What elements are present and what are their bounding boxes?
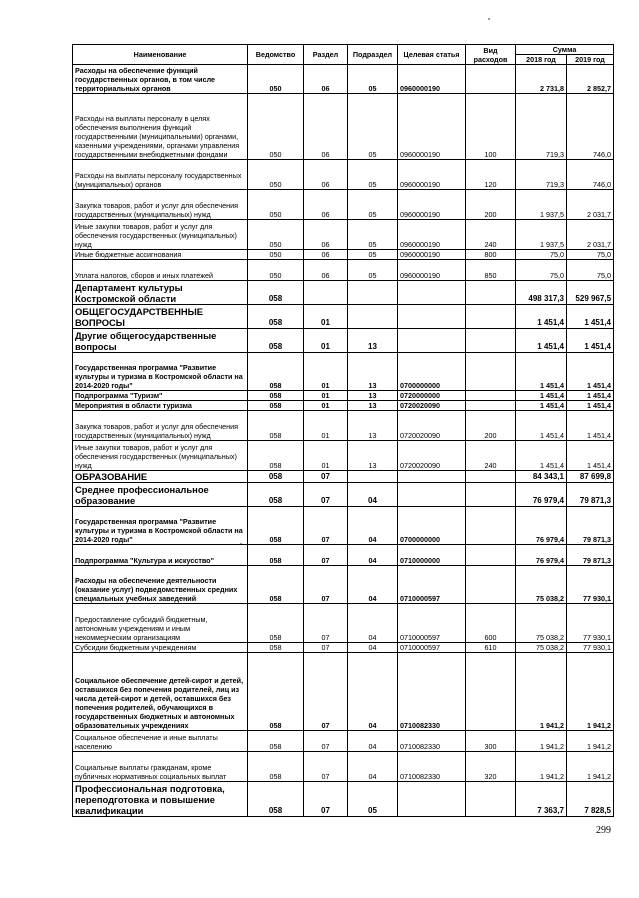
cell-expense: 600 <box>466 604 516 643</box>
cell-expense: 240 <box>466 220 516 250</box>
cell-name: Расходы на обеспечение деятельности (оказание услуг) подведомственных средних специальных учебных заведений <box>73 566 248 604</box>
cell-dept: 058 <box>248 353 304 391</box>
cell-target: 0710000597 <box>398 604 466 643</box>
table-body <box>73 65 614 817</box>
table-row <box>73 250 614 260</box>
cell-2018: 1 937,5 <box>516 190 567 220</box>
cell-section: 07 <box>304 566 348 604</box>
cell-subsection: 04 <box>348 566 398 604</box>
cell-subsection <box>348 471 398 483</box>
cell-2018: 1 451,4 <box>516 401 567 411</box>
cell-subsection: 13 <box>348 401 398 411</box>
table-row <box>73 507 614 545</box>
table-row <box>73 441 614 471</box>
cell-expense <box>466 545 516 566</box>
cell-section: 01 <box>304 353 348 391</box>
cell-target: 0700000000 <box>398 353 466 391</box>
cell-2018: 7 363,7 <box>516 782 567 817</box>
cell-section: 01 <box>304 441 348 471</box>
cell-section: 01 <box>304 305 348 329</box>
page-number: 299 <box>596 825 611 836</box>
cell-section: 06 <box>304 65 348 94</box>
cell-subsection: 04 <box>348 545 398 566</box>
cell-2019: 75,0 <box>567 260 614 281</box>
cell-dept: 058 <box>248 545 304 566</box>
header-target: Целевая статья <box>398 45 466 65</box>
cell-expense <box>466 391 516 401</box>
cell-dept: 050 <box>248 190 304 220</box>
header-name: Наименование <box>73 45 248 65</box>
cell-subsection: 04 <box>348 752 398 782</box>
cell-section: 06 <box>304 190 348 220</box>
cell-expense <box>466 353 516 391</box>
cell-section: 07 <box>304 507 348 545</box>
cell-subsection: 05 <box>348 250 398 260</box>
cell-2018: 1 451,4 <box>516 305 567 329</box>
cell-name: Другие общегосударственные вопросы <box>73 329 248 353</box>
cell-2018: 1 941,2 <box>516 653 567 731</box>
cell-subsection <box>348 281 398 305</box>
cell-dept: 058 <box>248 604 304 643</box>
cell-target: 0960000190 <box>398 94 466 160</box>
cell-2018: 719,3 <box>516 160 567 190</box>
cell-dept: 058 <box>248 391 304 401</box>
table-row <box>73 401 614 411</box>
cell-expense: 300 <box>466 731 516 752</box>
cell-name: Расходы на выплаты персоналу в целях обеспечения выполнения функций государственными (муниципальными) органами, казенными учреждениями, органами управления государственными внебюджетными фондами <box>73 94 248 160</box>
cell-2019: 1 451,4 <box>567 391 614 401</box>
cell-2019: 1 451,4 <box>567 441 614 471</box>
cell-dept: 050 <box>248 260 304 281</box>
cell-expense <box>466 281 516 305</box>
header-expense: Вид расходов <box>466 45 516 65</box>
cell-target <box>398 305 466 329</box>
cell-2018: 1 941,2 <box>516 752 567 782</box>
cell-target: 0710000597 <box>398 566 466 604</box>
cell-dept: 058 <box>248 411 304 441</box>
cell-dept: 050 <box>248 220 304 250</box>
cell-target: 0960000190 <box>398 65 466 94</box>
table-row <box>73 752 614 782</box>
cell-expense <box>466 507 516 545</box>
table-row <box>73 281 614 305</box>
cell-section: 07 <box>304 731 348 752</box>
table-row <box>73 566 614 604</box>
table-row <box>73 483 614 507</box>
table-row <box>73 471 614 483</box>
cell-dept: 058 <box>248 752 304 782</box>
cell-section: 06 <box>304 250 348 260</box>
cell-expense <box>466 653 516 731</box>
cell-target <box>398 471 466 483</box>
cell-target: 0700000000 <box>398 507 466 545</box>
cell-expense <box>466 305 516 329</box>
cell-dept: 050 <box>248 160 304 190</box>
cell-dept: 058 <box>248 329 304 353</box>
table-row <box>73 411 614 441</box>
cell-target <box>398 483 466 507</box>
header-dept: Ведомство <box>248 45 304 65</box>
cell-target: 0720020090 <box>398 411 466 441</box>
header-sum: Сумма <box>516 45 614 55</box>
cell-target: 0960000190 <box>398 250 466 260</box>
scan-speck <box>488 18 490 20</box>
cell-name: Социальные выплаты гражданам, кроме публичных нормативных социальных выплат <box>73 752 248 782</box>
cell-2019: 746,0 <box>567 94 614 160</box>
cell-subsection: 04 <box>348 653 398 731</box>
cell-section: 07 <box>304 483 348 507</box>
cell-section: 06 <box>304 160 348 190</box>
cell-name: Среднее профессиональное образование <box>73 483 248 507</box>
cell-target: 0710082330 <box>398 731 466 752</box>
cell-2019: 77 930,1 <box>567 643 614 653</box>
header-section: Раздел <box>304 45 348 65</box>
table-row <box>73 653 614 731</box>
cell-2018: 76 979,4 <box>516 507 567 545</box>
cell-subsection: 05 <box>348 94 398 160</box>
cell-2019: 75,0 <box>567 250 614 260</box>
cell-section: 07 <box>304 604 348 643</box>
cell-subsection: 04 <box>348 483 398 507</box>
cell-target <box>398 782 466 817</box>
cell-name: ОБРАЗОВАНИЕ <box>73 471 248 483</box>
cell-subsection: 05 <box>348 190 398 220</box>
cell-2018: 1 451,4 <box>516 441 567 471</box>
cell-section: 01 <box>304 391 348 401</box>
cell-expense <box>466 483 516 507</box>
cell-target <box>398 281 466 305</box>
cell-2018: 75 038,2 <box>516 604 567 643</box>
cell-name: Расходы на обеспечение функций государственных органов, в том числе территориальных органов <box>73 65 248 94</box>
cell-2018: 76 979,4 <box>516 483 567 507</box>
table-row <box>73 65 614 94</box>
cell-subsection: 13 <box>348 391 398 401</box>
cell-subsection: 05 <box>348 65 398 94</box>
cell-2018: 75,0 <box>516 260 567 281</box>
cell-expense: 100 <box>466 94 516 160</box>
cell-target: 0710000597 <box>398 643 466 653</box>
cell-2019: 79 871,3 <box>567 483 614 507</box>
cell-2018: 76 979,4 <box>516 545 567 566</box>
cell-target: 0720020090 <box>398 441 466 471</box>
cell-subsection: 05 <box>348 260 398 281</box>
cell-name: Профессиональная подготовка, переподготовка и повышение квалификации <box>73 782 248 817</box>
cell-expense <box>466 566 516 604</box>
cell-2018: 2 731,8 <box>516 65 567 94</box>
cell-2018: 75 038,2 <box>516 566 567 604</box>
cell-target: 0720000000 <box>398 391 466 401</box>
cell-2018: 1 451,4 <box>516 391 567 401</box>
cell-2019: 87 699,8 <box>567 471 614 483</box>
cell-2019: 2 031,7 <box>567 190 614 220</box>
cell-dept: 058 <box>248 281 304 305</box>
header-2019: 2019 год <box>567 55 614 65</box>
cell-2018: 84 343,1 <box>516 471 567 483</box>
table-row <box>73 782 614 817</box>
cell-subsection: 13 <box>348 441 398 471</box>
cell-expense: 200 <box>466 411 516 441</box>
cell-2019: 2 852,7 <box>567 65 614 94</box>
cell-target: 0710082330 <box>398 653 466 731</box>
cell-subsection: 05 <box>348 220 398 250</box>
cell-section: 01 <box>304 329 348 353</box>
table-row <box>73 545 614 566</box>
cell-section: 06 <box>304 220 348 250</box>
cell-dept: 058 <box>248 643 304 653</box>
cell-2019: 529 967,5 <box>567 281 614 305</box>
cell-dept: 058 <box>248 441 304 471</box>
cell-2018: 75,0 <box>516 250 567 260</box>
cell-2019: 77 930,1 <box>567 566 614 604</box>
cell-2019: 746,0 <box>567 160 614 190</box>
cell-2018: 1 451,4 <box>516 411 567 441</box>
budget-table <box>72 44 614 817</box>
cell-expense <box>466 329 516 353</box>
table-row <box>73 220 614 250</box>
table-row <box>73 604 614 643</box>
cell-name: Расходы на выплаты персоналу государственных (муниципальных) органов <box>73 160 248 190</box>
cell-2019: 77 930,1 <box>567 604 614 643</box>
cell-subsection: 04 <box>348 507 398 545</box>
cell-section: 06 <box>304 94 348 160</box>
table-row <box>73 260 614 281</box>
table-row <box>73 305 614 329</box>
cell-2019: 1 941,2 <box>567 731 614 752</box>
cell-name: Иные бюджетные ассигнования <box>73 250 248 260</box>
cell-dept: 050 <box>248 94 304 160</box>
cell-2019: 1 451,4 <box>567 411 614 441</box>
cell-dept: 058 <box>248 471 304 483</box>
cell-expense: 610 <box>466 643 516 653</box>
cell-target: 0720020090 <box>398 401 466 411</box>
table-row <box>73 731 614 752</box>
cell-2019: 79 871,3 <box>567 507 614 545</box>
cell-2018: 1 941,2 <box>516 731 567 752</box>
header-2018: 2018 год <box>516 55 567 65</box>
cell-name: ОБЩЕГОСУДАРСТВЕННЫЕ ВОПРОСЫ <box>73 305 248 329</box>
table-header <box>73 45 614 65</box>
cell-dept: 058 <box>248 401 304 411</box>
cell-2018: 719,3 <box>516 94 567 160</box>
cell-subsection: 04 <box>348 643 398 653</box>
cell-2018: 75 038,2 <box>516 643 567 653</box>
table-row <box>73 391 614 401</box>
cell-target: 0960000190 <box>398 160 466 190</box>
cell-name: Государственная программа "Развитие культуры и туризма в Костромской области на 2014-2020 годы" <box>73 353 248 391</box>
cell-subsection <box>348 305 398 329</box>
cell-expense: 850 <box>466 260 516 281</box>
cell-name: Подпрограмма "Культура и искусство" <box>73 545 248 566</box>
cell-2018: 1 451,4 <box>516 353 567 391</box>
cell-dept: 058 <box>248 782 304 817</box>
cell-section: 07 <box>304 643 348 653</box>
cell-target: 0710000000 <box>398 545 466 566</box>
cell-section: 01 <box>304 411 348 441</box>
cell-2019: 79 871,3 <box>567 545 614 566</box>
cell-dept: 058 <box>248 566 304 604</box>
cell-2018: 1 937,5 <box>516 220 567 250</box>
cell-name: Иные закупки товаров, работ и услуг для обеспечения государственных (муниципальных) нужд <box>73 220 248 250</box>
cell-name: Подпрограмма "Туризм" <box>73 391 248 401</box>
cell-section: 07 <box>304 782 348 817</box>
table-row <box>73 190 614 220</box>
cell-name: Департамент культуры Костромской области <box>73 281 248 305</box>
cell-name: Субсидии бюджетным учреждениям <box>73 643 248 653</box>
cell-section: 07 <box>304 752 348 782</box>
cell-expense <box>466 782 516 817</box>
cell-target: 0960000190 <box>398 220 466 250</box>
cell-subsection: 05 <box>348 160 398 190</box>
cell-expense <box>466 401 516 411</box>
cell-name: Уплата налогов, сборов и иных платежей <box>73 260 248 281</box>
cell-expense: 200 <box>466 190 516 220</box>
cell-expense: 120 <box>466 160 516 190</box>
table-row <box>73 353 614 391</box>
cell-expense: 800 <box>466 250 516 260</box>
cell-subsection: 04 <box>348 604 398 643</box>
cell-2019: 2 031,7 <box>567 220 614 250</box>
table-row <box>73 94 614 160</box>
cell-dept: 058 <box>248 305 304 329</box>
cell-section: 07 <box>304 471 348 483</box>
cell-expense: 240 <box>466 441 516 471</box>
cell-name: Мероприятия в области туризма <box>73 401 248 411</box>
cell-subsection: 04 <box>348 731 398 752</box>
cell-dept: 058 <box>248 483 304 507</box>
cell-subsection: 13 <box>348 411 398 441</box>
cell-2019: 1 451,4 <box>567 329 614 353</box>
cell-section <box>304 281 348 305</box>
cell-section: 01 <box>304 401 348 411</box>
cell-target: 0960000190 <box>398 190 466 220</box>
cell-2019: 1 941,2 <box>567 653 614 731</box>
cell-2019: 7 828,5 <box>567 782 614 817</box>
table-row <box>73 329 614 353</box>
cell-dept: 058 <box>248 653 304 731</box>
cell-target <box>398 329 466 353</box>
cell-name: Предоставление субсидий бюджетным, автономным учреждениям и иным некоммерческим организациям <box>73 604 248 643</box>
cell-name: Государственная программа "Развитие культуры и туризма в Костромской области на 2014-2020 годы" <box>73 507 248 545</box>
table-row <box>73 160 614 190</box>
cell-2019: 1 451,4 <box>567 401 614 411</box>
cell-2019: 1 451,4 <box>567 353 614 391</box>
table-row <box>73 643 614 653</box>
cell-dept: 058 <box>248 507 304 545</box>
cell-expense <box>466 471 516 483</box>
cell-section: 07 <box>304 653 348 731</box>
cell-2019: 1 451,4 <box>567 305 614 329</box>
cell-2019: 1 941,2 <box>567 752 614 782</box>
cell-name: Социальное обеспечение и иные выплаты населению <box>73 731 248 752</box>
cell-dept: 050 <box>248 65 304 94</box>
cell-expense <box>466 65 516 94</box>
cell-2018: 1 451,4 <box>516 329 567 353</box>
cell-dept: 050 <box>248 250 304 260</box>
cell-name: Закупка товаров, работ и услуг для обеспечения государственных (муниципальных) нужд <box>73 190 248 220</box>
header-subsection: Подраздел <box>348 45 398 65</box>
cell-subsection: 05 <box>348 782 398 817</box>
cell-section: 07 <box>304 545 348 566</box>
cell-section: 06 <box>304 260 348 281</box>
cell-dept: 058 <box>248 731 304 752</box>
cell-expense: 320 <box>466 752 516 782</box>
cell-name: Социальное обеспечение детей-сирот и детей, оставшихся без попечения родителей, лиц из числа детей-сирот и детей, оставшихся без попечения родителей, обучающихся в государственных бюджетных и автономных образовательных учреждениях <box>73 653 248 731</box>
cell-subsection: 13 <box>348 353 398 391</box>
cell-target: 0960000190 <box>398 260 466 281</box>
cell-name: Иные закупки товаров, работ и услуг для обеспечения государственных (муниципальных) нужд <box>73 441 248 471</box>
cell-name: Закупка товаров, работ и услуг для обеспечения государственных (муниципальных) нужд <box>73 411 248 441</box>
cell-target: 0710082330 <box>398 752 466 782</box>
cell-subsection: 13 <box>348 329 398 353</box>
cell-2018: 498 317,3 <box>516 281 567 305</box>
